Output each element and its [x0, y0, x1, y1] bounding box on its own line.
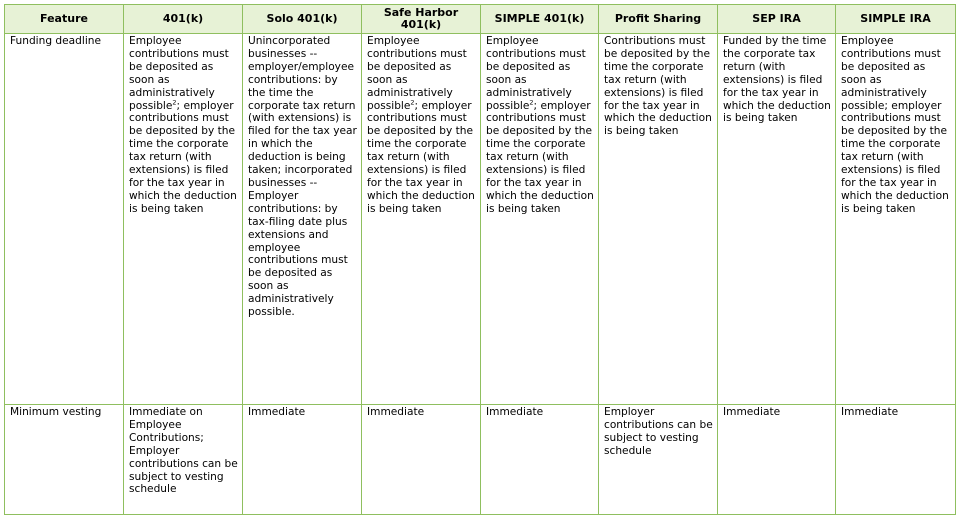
table-cell: Employee contributions must be deposited as soon as administratively possible$^2$; employer contributions must be deposited by the time the corporate tax return (with extensions) is filed for the tax year in which the deduction is being taken	[481, 34, 599, 405]
table-cell: Immediate	[836, 405, 956, 515]
table-cell: Immediate on Employee Contributions; Employer contributions can be subject to vesting schedule	[124, 405, 243, 515]
header-simple-401k: SIMPLE 401(k)	[481, 5, 599, 34]
table-cell: Employee contributions must be deposited as soon as administratively possible$^2$; employer contributions must be deposited by the time the corporate tax return (with extensions) is filed for the tax year in which the deduction is being taken	[362, 34, 481, 405]
header-feature: Feature	[5, 5, 124, 34]
header-simple-ira: SIMPLE IRA	[836, 5, 956, 34]
feature-label: Funding deadline	[5, 34, 124, 405]
footnote-mark: 2	[529, 98, 534, 106]
table-cell: Employee contributions must be deposited as soon as administratively possible$^2$; employer contributions must be deposited by the time the corporate tax return (with extensions) is filed for the tax year in which the deduction is being taken	[124, 34, 243, 405]
header-solo-401k: Solo 401(k)	[243, 5, 362, 34]
table-row-funding-deadline	[5, 34, 956, 405]
header-profit-sharing: Profit Sharing	[599, 5, 718, 34]
table-row-minimum-vesting	[5, 405, 956, 515]
footnote-mark: 2	[410, 98, 415, 106]
header-safe-harbor-401k: Safe Harbor 401(k)	[362, 5, 481, 34]
table-cell: Employer contributions can be subject to vesting schedule	[599, 405, 718, 515]
table-cell: Funded by the time the corporate tax return (with extensions) is filed for the tax year in which the deduction is being taken	[718, 34, 836, 405]
table-cell: Immediate	[243, 405, 362, 515]
table-cell: Contributions must be deposited by the time the corporate tax return (with extensions) is filed for the tax year in which the deduction is being taken	[599, 34, 718, 405]
header-row	[5, 5, 956, 34]
table-cell: Unincorporated businesses -- employer/employee contributions: by the time the corporate tax return (with extensions) is filed for the tax year in which the deduction is being taken; incorporated businesses -- Employer contributions: by tax-filing date plus extensions and employee contributions must be deposited as soon as administratively possible.	[243, 34, 362, 405]
header-401k: 401(k)	[124, 5, 243, 34]
table-cell: Immediate	[362, 405, 481, 515]
header-sep-ira: SEP IRA	[718, 5, 836, 34]
comparison-table	[4, 4, 956, 515]
footnote-mark: 2	[172, 98, 177, 106]
feature-label: Minimum vesting	[5, 405, 124, 515]
table-cell: Employee contributions must be deposited as soon as administratively possible; employer contributions must be deposited by the time the corporate tax return (with extensions) is filed for the tax year in which the deduction is being taken	[836, 34, 956, 405]
table-cell: Immediate	[481, 405, 599, 515]
table-cell: Immediate	[718, 405, 836, 515]
